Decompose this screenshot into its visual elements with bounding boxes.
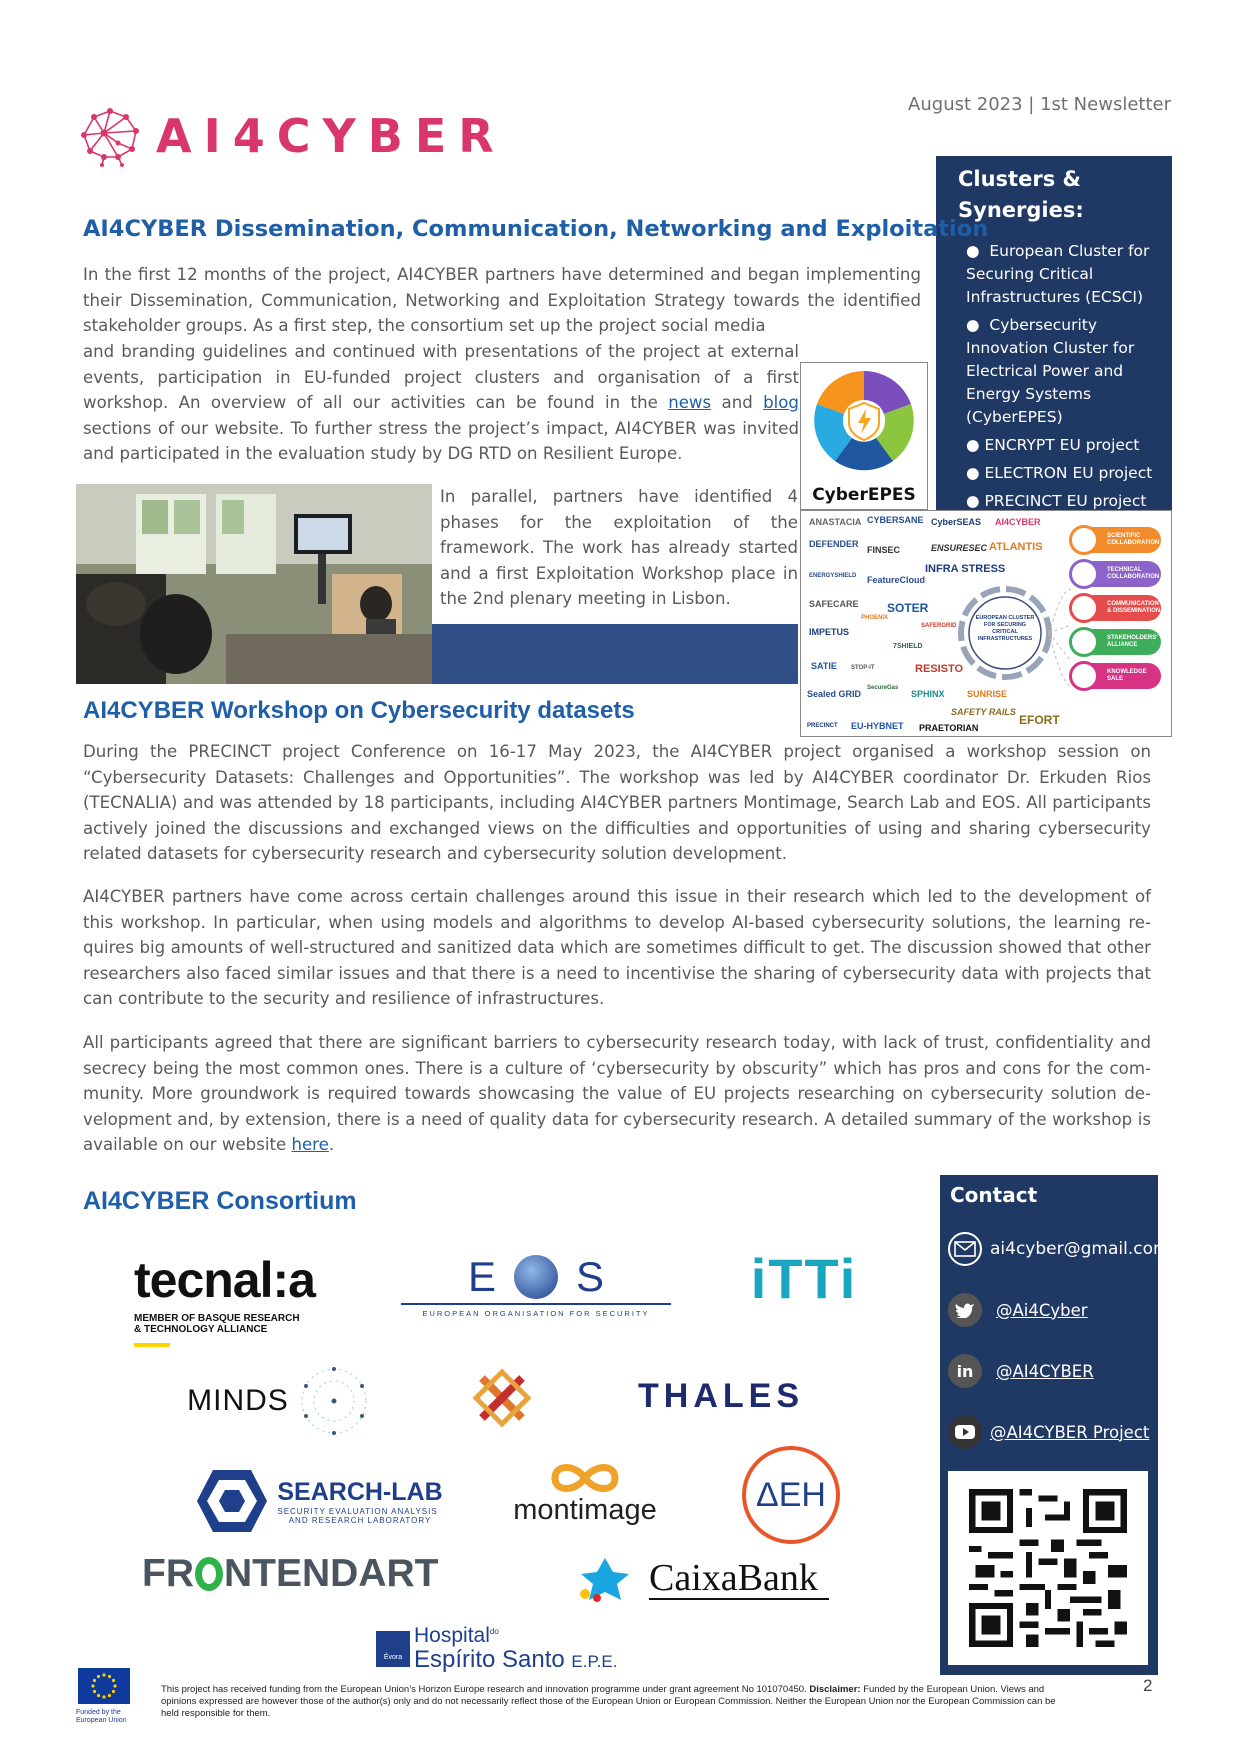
cluster-item-precinct: PRECINCT EU project	[984, 492, 1147, 510]
paragraph-text: and branding guidelines and continued with presentations of the project at external events, participation in EU-funded project clusters and organisation of a first workshop. An overview of all our activities can be found in the	[83, 342, 799, 413]
qr-code-icon	[966, 1489, 1130, 1647]
paragraph-text: sections of our website. To further stress the project’s impact, AI4CYBER was invited and participated in the evaluation study by DG RTD on Resilient Europe.	[83, 418, 799, 464]
exploitation-paragraph: In parallel, partners have identified 4 phases for the exploitation of the framework. The work has already started and a first Exploitation Workshop place in the 2nd plenary meeting in Lisbon.	[440, 487, 798, 609]
workshop-paragraph-3	[83, 1030, 1151, 1158]
cluster-item-cyberepes: Cybersecurity Innovation Cluster for Electrical Power and Energy Systems (CyberEPES)	[966, 316, 1135, 426]
project-logo: PHOENIX	[861, 615, 889, 621]
star-icon	[575, 1554, 641, 1604]
university-emblem-logo	[470, 1366, 534, 1430]
searchlab-tagline: SECURITY EVALUATION ANALYSIS	[277, 1506, 438, 1516]
footer-text: This project has received funding from the European Union’s Horizon Europe research and innovation programme under grant agreement No 101070450.	[161, 1684, 807, 1695]
paragraph-text: and	[721, 393, 753, 413]
contact-twitter[interactable]	[948, 1292, 1150, 1328]
itti-logo	[734, 1248, 874, 1308]
meeting-room-image	[76, 484, 432, 684]
caixabank-logo	[570, 1550, 834, 1608]
hospital-suffix: E.P.E.	[571, 1652, 618, 1671]
contact-youtube[interactable]	[948, 1414, 1150, 1450]
brain-network-icon	[74, 105, 142, 167]
here-link[interactable]: here	[291, 1135, 329, 1155]
footer-text: Funded by the European Union. Views and opinions expressed are however those of the author(s) only and do not necessarily reflect those of the European Union or European Commission. Neither the European Union nor the European Commission can be held responsible for them.	[161, 1684, 1056, 1719]
pillar-knowledge	[1071, 663, 1161, 689]
project-logo: EU-HYBNET	[851, 721, 904, 731]
hospital-logo	[376, 1618, 636, 1678]
eu-flag-icon	[78, 1668, 130, 1704]
eos-letter: S	[576, 1252, 605, 1300]
project-logo: ATLANTIS	[989, 541, 1043, 553]
frontendart-logo	[142, 1548, 452, 1600]
tecnalia-tagline: MEMBER OF BASQUE RESEARCH	[134, 1313, 300, 1324]
montimage-logo	[500, 1458, 670, 1530]
hexagon-icon	[195, 1468, 269, 1534]
project-logo: STOP-IT	[851, 665, 875, 671]
pillar-label: SCIENTIFIC COLLABORATION	[1107, 533, 1160, 546]
photo-accent-bar	[432, 624, 798, 684]
hospital-name-2: Espírito Santo	[414, 1646, 565, 1673]
itti-wordmark: iTTi	[750, 1246, 858, 1310]
project-logo: INFRA STRESS	[925, 563, 1006, 575]
list-item: ● European Cluster for Securing Critical Infrastructures (ECSCI)	[966, 242, 1150, 306]
clusters-title	[958, 164, 1162, 226]
eos-logo	[396, 1250, 676, 1320]
tecnalia-underline	[134, 1343, 170, 1347]
workshop-photo	[76, 484, 432, 684]
project-logo: PRAETORIAN	[919, 723, 979, 733]
envelope-icon	[948, 1232, 982, 1266]
project-logo: IMPETUS	[809, 627, 850, 637]
twitter-icon	[948, 1293, 982, 1327]
clusters-title-line1: Clusters &	[958, 167, 1081, 191]
news-link[interactable]: news	[668, 393, 712, 413]
project-logo: FeatureCloud	[867, 575, 926, 585]
list-item: ● ELECTRON EU project	[966, 464, 1153, 482]
cyberepes-logo	[800, 362, 928, 510]
contact-title: Contact	[950, 1183, 1038, 1207]
frontendart-o-icon	[195, 1557, 223, 1591]
lightning-shield-icon	[801, 363, 927, 483]
qr-code[interactable]	[948, 1471, 1148, 1665]
project-logo: SPHINX	[911, 689, 945, 699]
logo-wordmark: AI4CYBER	[156, 109, 506, 163]
youtube-handle[interactable]: @AI4CYBER Project	[990, 1422, 1150, 1442]
caixabank-wordmark: CaixaBank	[649, 1557, 818, 1599]
hospital-name: Hospital	[414, 1624, 490, 1647]
hospital-do: do	[489, 1627, 499, 1636]
disclaimer-label: Disclaimer:	[809, 1684, 861, 1695]
clusters-title-line2: Synergies:	[958, 198, 1084, 222]
email-text[interactable]: ai4cyber@gmail.com	[990, 1239, 1170, 1259]
searchlab-tagline: AND RESEARCH LABORATORY	[288, 1515, 432, 1525]
workshop-paragraph-1: During the PRECINCT project Conference on 16-17 May 2023, the AI4CYBER project organised a workshop session on “Cybersecurity Datasets: Challenges and Opportunities”. The workshop was led by AI4CYBER coordinator Dr. Erkuden Rios (TECNALIA) and was attended by 18 participants, including AI4CYBER partners Montimage, Search Lab and EOS. All participants actively joined the discussions and exchanged views on the difficulties and opportunities of using and sharing cybersecurity related datasets for cybersecurity research and cybersecurity solution development.	[83, 742, 1151, 864]
ai4cyber-logo	[74, 100, 514, 172]
contact-linkedin[interactable]	[948, 1353, 1150, 1389]
cluster-item-encrypt: ENCRYPT EU project	[984, 436, 1140, 454]
dissemination-heading: AI4CYBER Dissemination, Communication, Networking and Exploitation	[83, 216, 989, 242]
consortium-heading: AI4CYBER Consortium	[83, 1187, 357, 1215]
cyberepes-label: CyberEPES	[812, 485, 916, 505]
pillar-label: TECHNICAL COLLABORATION	[1107, 567, 1160, 580]
contact-sidebar	[940, 1175, 1170, 1675]
project-logo: ENSURESEC	[931, 543, 988, 553]
ecsci-center-label: EUROPEAN CLUSTER FOR SECURING CRITICAL INFRASTRUCTURES	[975, 615, 1035, 642]
dissemination-paragraph-bottom	[83, 339, 799, 467]
clusters-sidebar	[936, 156, 1172, 511]
minds-logo	[178, 1364, 378, 1438]
searchlab-logo	[184, 1466, 454, 1536]
tecnalia-wordmark: tecnal:a	[134, 1252, 315, 1308]
eos-tagline: EUROPEAN ORGANISATION FOR SECURITY	[422, 1308, 650, 1318]
montimage-wordmark: montimage	[513, 1493, 657, 1526]
project-logo: SOTER	[887, 601, 929, 615]
dissemination-paragraph-top: In the first 12 months of the project, AI4CYBER partners have determined and began implementing their Dissemination, Communication, Networking and Exploitation Strategy towards the identified stakeholder groups. As a first step, the consortium set up the project social media	[83, 265, 921, 336]
project-logo: 7SHIELD	[893, 643, 923, 650]
pillar-scientific	[1071, 527, 1161, 553]
project-logo: SATIE	[811, 661, 837, 671]
infinity-icon	[547, 1462, 623, 1494]
frontendart-wordmark-part: NTENDART	[224, 1552, 439, 1595]
page-number: 2	[1143, 1676, 1153, 1695]
project-logo: SecureGas	[867, 685, 899, 691]
list-item: ● Cybersecurity Innovation Cluster for Electrical Power and Energy Systems (CyberEPES)	[966, 316, 1135, 426]
list-item: ● ENCRYPT EU project	[966, 436, 1140, 454]
clusters-list	[946, 240, 1162, 513]
project-logo: DEFENDER	[809, 539, 859, 549]
blog-link[interactable]: blog	[763, 393, 799, 413]
pillar-stakeholders	[1071, 629, 1161, 655]
project-logo: SUNRISE	[967, 689, 1008, 699]
thales-wordmark: THALES	[638, 1376, 804, 1415]
linkedin-handle[interactable]: @AI4CYBER	[996, 1361, 1094, 1381]
project-logo: ANASTACIA	[809, 517, 862, 527]
deh-wordmark: ΔΕΗ	[756, 1475, 826, 1514]
pillar-technical	[1071, 561, 1161, 587]
knot-emblem-icon	[472, 1368, 532, 1428]
project-logo: FINSEC	[867, 545, 901, 555]
pillar-communication	[1071, 595, 1161, 621]
contact-email[interactable]	[948, 1231, 1170, 1267]
project-logo: Sealed GRID	[807, 689, 862, 699]
ecsci-cluster-diagram	[800, 510, 1172, 737]
funding-disclaimer	[161, 1684, 1061, 1720]
cluster-item-ecsci: European Cluster for Securing Critical Infrastructures (ECSCI)	[966, 242, 1150, 306]
eu-caption	[76, 1709, 127, 1725]
project-logo: ENERGYSHIELD	[809, 573, 857, 579]
linkedin-icon: in	[948, 1354, 982, 1388]
pillar-label: KNOWLEDGE SALE	[1107, 669, 1147, 682]
workshop-paragraph-2: AI4CYBER partners have come across certain challenges around this issue in their research which led to the development of this workshop. In particular, when using models and algorithms to develop AI-based cybersecurity solutions, the learning requires big amounts of well-structured and sanitized data which are sometimes difficult to get. The discussion showed that other researchers also faced similar issues and that there is a need to incentivise the sharing of cybersecurity data with projects that can contribute to the security and resilience of infrastructures.	[83, 887, 1151, 1009]
hospital-badge-text: Évora	[376, 1649, 410, 1667]
cluster-item-electron: ELECTRON EU project	[984, 464, 1153, 482]
project-logo: SAFERGRID	[921, 623, 957, 629]
paragraph-text: .	[328, 1135, 335, 1155]
project-logo: SAFECARE	[809, 599, 859, 609]
project-logo: RESISTO	[915, 663, 964, 675]
list-item: ● PRECINCT EU project	[966, 492, 1147, 510]
minds-wordmark: MINDS	[187, 1384, 289, 1417]
globe-icon	[514, 1255, 558, 1299]
tecnalia-tagline: & TECHNOLOGY ALLIANCE	[134, 1324, 268, 1335]
tecnalia-logo	[134, 1245, 364, 1355]
project-logo: CyberSEAS	[931, 517, 982, 527]
hospital-badge	[376, 1629, 412, 1667]
youtube-icon	[948, 1415, 982, 1449]
network-sphere-icon	[299, 1366, 369, 1436]
searchlab-wordmark: SEARCH-LAB	[277, 1477, 443, 1506]
paragraph-text: All participants agreed that there are significant barriers to cybersecurity research today, with lack of trust, confidentiality and secrecy being the most common ones. There is a culture of ‘cybersecurity by obscurity” which has pros and cons for the community. More groundwork is required towards showcasing the value of EU projects researching on cybersecurity solution development and, by extension, there is a need of quality data for cybersecurity research. A detailed summary of the workshop is available on our website	[83, 1033, 1151, 1155]
project-logo: SAFETY RAILS	[951, 707, 1016, 717]
caixabank-underline	[649, 1598, 829, 1600]
thales-logo	[616, 1374, 826, 1418]
eu-caption-line: European Union	[76, 1717, 127, 1724]
project-logo: CYBERSANE	[867, 515, 924, 525]
pillar-label: COMMUNICATION & DISSEMINATION	[1107, 601, 1161, 614]
deh-logo	[742, 1446, 840, 1544]
twitter-handle[interactable]: @Ai4Cyber	[996, 1300, 1088, 1320]
frontendart-wordmark-part: FR	[142, 1552, 194, 1595]
project-logo: PRECINCT	[807, 723, 838, 729]
workshop-heading: AI4CYBER Workshop on Cybersecurity datasets	[83, 697, 635, 724]
eu-caption-line: Funded by the	[76, 1709, 121, 1716]
pillar-label: STAKEHOLDERS' ALLIANCE	[1107, 635, 1158, 648]
project-logo: EFORT	[1019, 713, 1060, 727]
eos-letter: E	[467, 1252, 496, 1300]
project-logo: AI4CYBER	[995, 517, 1041, 527]
issue-line: August 2023 | 1st Newsletter	[908, 94, 1171, 115]
